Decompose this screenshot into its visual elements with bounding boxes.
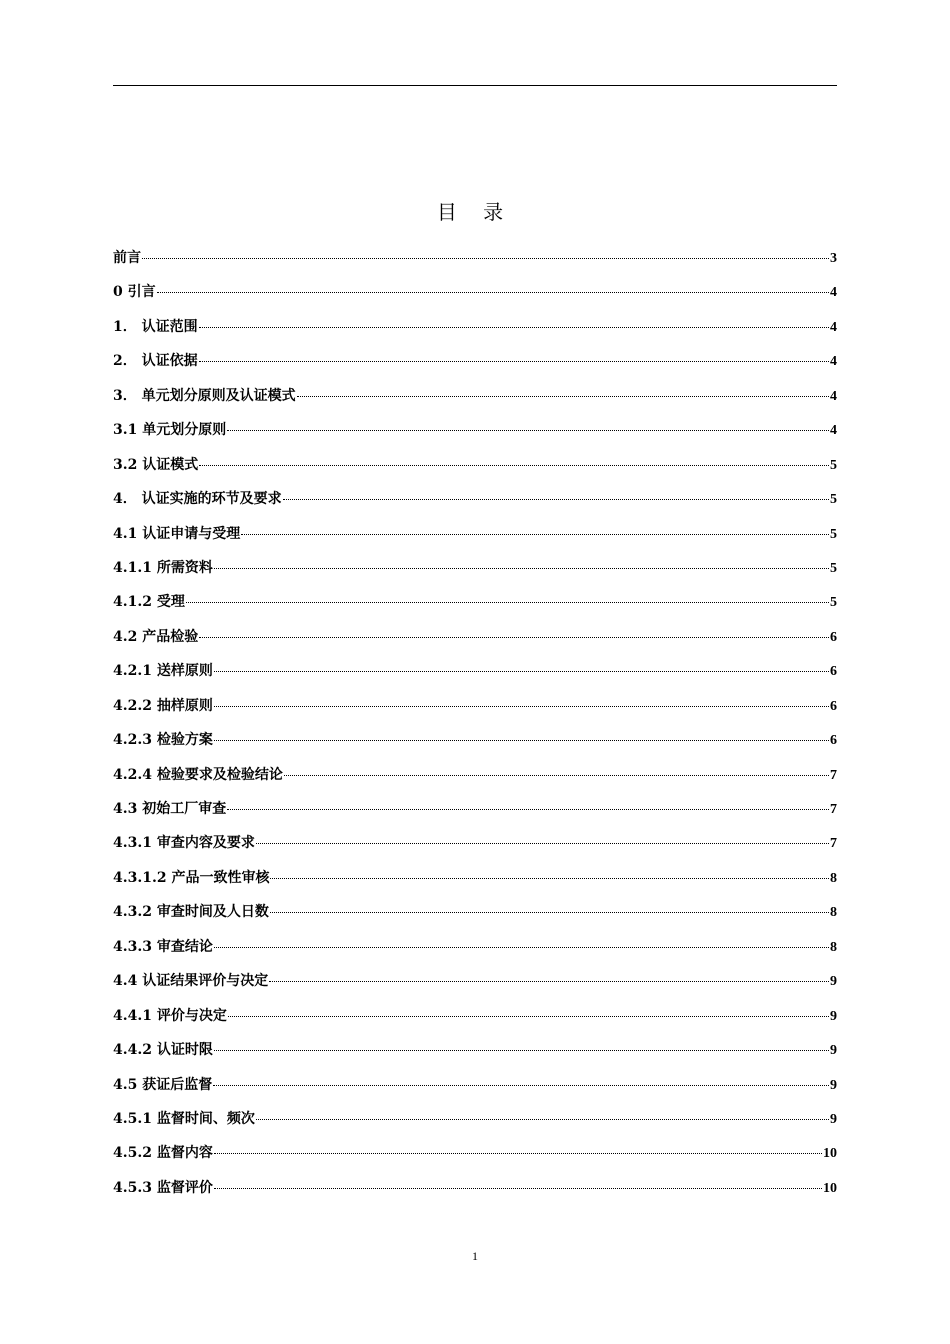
toc-entry[interactable] <box>113 349 837 383</box>
toc-entry-page: 7 <box>830 836 837 852</box>
toc-entry-page: 9 <box>830 1043 837 1059</box>
toc-dot-leader <box>199 465 829 466</box>
toc-entry[interactable] <box>113 315 837 349</box>
toc-dot-leader <box>256 1119 829 1120</box>
toc-entry-label: 4.2.2 抽样原则 <box>113 697 213 714</box>
toc-entry-page: 4 <box>830 285 837 301</box>
toc-entry[interactable] <box>113 1038 837 1072</box>
toc-title: 目 录 <box>436 200 514 224</box>
toc-entry-page: 8 <box>830 939 837 955</box>
toc-entry-label: 3． 单元划分原则及认证模式 <box>113 387 296 404</box>
toc-entry-page: 4 <box>830 354 837 370</box>
toc-entry[interactable] <box>113 246 837 280</box>
toc-entry[interactable] <box>113 625 837 659</box>
toc-entry-page: 9 <box>830 1008 837 1024</box>
toc-entry[interactable] <box>113 556 837 590</box>
toc-dot-leader <box>214 1188 822 1189</box>
toc-entry-label: 4.2.4 检验要求及检验结论 <box>113 766 283 783</box>
toc-dot-leader <box>213 1085 829 1086</box>
toc-entry-page: 6 <box>830 733 837 749</box>
toc-entry[interactable] <box>113 1073 837 1107</box>
toc-entry[interactable] <box>113 900 837 934</box>
toc-entry[interactable] <box>113 969 837 1003</box>
toc-entry-label: 4.3.2 审查时间及人日数 <box>113 904 269 921</box>
toc-dot-leader <box>214 1050 829 1051</box>
toc-dot-leader <box>214 568 829 569</box>
toc-entry-page: 3 <box>830 251 837 266</box>
toc-dot-leader <box>142 258 829 259</box>
toc-entry-page: 6 <box>830 664 837 680</box>
toc-entry-page: 5 <box>830 457 837 473</box>
toc-entry-label: 4.3.3 审查结论 <box>113 938 213 955</box>
toc-entry[interactable] <box>113 763 837 797</box>
toc-entry-page: 6 <box>830 698 837 714</box>
toc-entry-label: 4.1.1 所需资料 <box>113 559 213 576</box>
toc-entry-page: 5 <box>830 560 837 576</box>
toc-dot-leader <box>270 878 829 879</box>
toc-entry-page: 9 <box>830 1111 837 1127</box>
toc-list <box>113 246 837 1210</box>
toc-entry-label: 3.1 单元划分原则 <box>113 422 227 439</box>
toc-entry[interactable] <box>113 797 837 831</box>
toc-entry-page: 9 <box>830 974 837 990</box>
toc-entry-label: 4.2.3 检验方案 <box>113 732 213 749</box>
toc-entry-page: 4 <box>830 423 837 439</box>
toc-entry[interactable] <box>113 659 837 693</box>
toc-entry-label: 4.2 产品检验 <box>113 628 199 645</box>
toc-dot-leader <box>241 534 829 535</box>
toc-entry-page: 10 <box>823 1180 837 1196</box>
toc-entry[interactable] <box>113 1004 837 1038</box>
toc-entry[interactable] <box>113 1141 837 1175</box>
toc-dot-leader <box>284 775 829 776</box>
toc-entry-label: 4.5.3 监督评价 <box>113 1179 213 1196</box>
toc-dot-leader <box>157 292 829 293</box>
toc-entry-page: 5 <box>830 492 837 508</box>
toc-entry-page: 5 <box>830 526 837 542</box>
toc-dot-leader <box>199 327 829 328</box>
toc-entry-label: 4.4.2 认证时限 <box>113 1042 213 1059</box>
toc-entry[interactable] <box>113 1176 837 1210</box>
header-rule <box>113 85 837 86</box>
toc-dot-leader <box>283 499 829 500</box>
toc-dot-leader <box>270 912 829 913</box>
toc-dot-leader <box>227 430 829 431</box>
toc-dot-leader <box>199 637 829 638</box>
toc-dot-leader <box>214 947 829 948</box>
toc-entry[interactable] <box>113 487 837 521</box>
toc-dot-leader <box>297 396 829 397</box>
toc-entry-label: 4.2.1 送样原则 <box>113 663 213 680</box>
toc-entry-label: 4.5.1 监督时间、频次 <box>113 1110 255 1127</box>
toc-entry[interactable] <box>113 384 837 418</box>
toc-entry-label: 4.1 认证申请与受理 <box>113 525 241 542</box>
toc-entry[interactable] <box>113 728 837 762</box>
toc-entry-page: 4 <box>830 388 837 404</box>
toc-dot-leader <box>199 361 829 362</box>
page-number: 1 <box>472 1249 478 1263</box>
toc-entry-label: 4.5.2 监督内容 <box>113 1145 213 1162</box>
toc-dot-leader <box>228 1016 829 1017</box>
toc-dot-leader <box>214 1153 822 1154</box>
toc-dot-leader <box>214 671 829 672</box>
toc-entry-page: 7 <box>830 802 837 817</box>
toc-entry-page: 10 <box>823 1146 837 1162</box>
toc-entry[interactable] <box>113 522 837 556</box>
toc-entry-page: 8 <box>830 870 837 886</box>
toc-dot-leader <box>256 843 829 844</box>
toc-entry-label: 4.1.2 受理 <box>113 594 185 611</box>
toc-entry[interactable] <box>113 935 837 969</box>
toc-dot-leader <box>269 981 829 982</box>
toc-entry-label: 2． 认证依据 <box>113 353 198 370</box>
toc-entry-page: 7 <box>830 767 837 783</box>
toc-entry[interactable] <box>113 280 837 314</box>
toc-dot-leader <box>227 809 829 810</box>
toc-dot-leader <box>186 602 829 603</box>
toc-entry-page: 9 <box>830 1077 837 1093</box>
toc-entry[interactable] <box>113 694 837 728</box>
toc-entry-label: 4.3 初始工厂审查 <box>113 801 227 817</box>
toc-entry-page: 6 <box>830 629 837 645</box>
toc-entry-label: 前言 <box>113 250 141 266</box>
toc-entry[interactable] <box>113 590 837 624</box>
toc-dot-leader <box>214 706 829 707</box>
toc-dot-leader <box>214 740 829 741</box>
toc-entry-label: 4.4 认证结果评价与决定 <box>113 973 269 990</box>
toc-entry-page: 8 <box>830 905 837 921</box>
toc-entry[interactable] <box>113 453 837 487</box>
toc-entry-label: 4． 认证实施的环节及要求 <box>113 491 282 508</box>
toc-entry-label: 4.3.1.2 产品一致性审核 <box>113 869 270 886</box>
toc-entry-label: 3.2 认证模式 <box>113 456 199 473</box>
toc-entry[interactable] <box>113 1107 837 1141</box>
toc-entry[interactable] <box>113 831 837 865</box>
toc-entry[interactable] <box>113 866 837 900</box>
toc-entry-label: 4.5 获证后监督 <box>113 1076 213 1093</box>
toc-entry-page: 5 <box>830 595 837 611</box>
toc-entry-label: 0 引言 <box>113 284 156 301</box>
toc-entry-label: 4.3.1 审查内容及要求 <box>113 835 255 852</box>
toc-entry-label: 1． 认证范围 <box>113 318 198 335</box>
toc-entry-page: 4 <box>830 319 837 335</box>
toc-entry[interactable] <box>113 418 837 452</box>
toc-entry-label: 4.4.1 评价与决定 <box>113 1007 227 1024</box>
